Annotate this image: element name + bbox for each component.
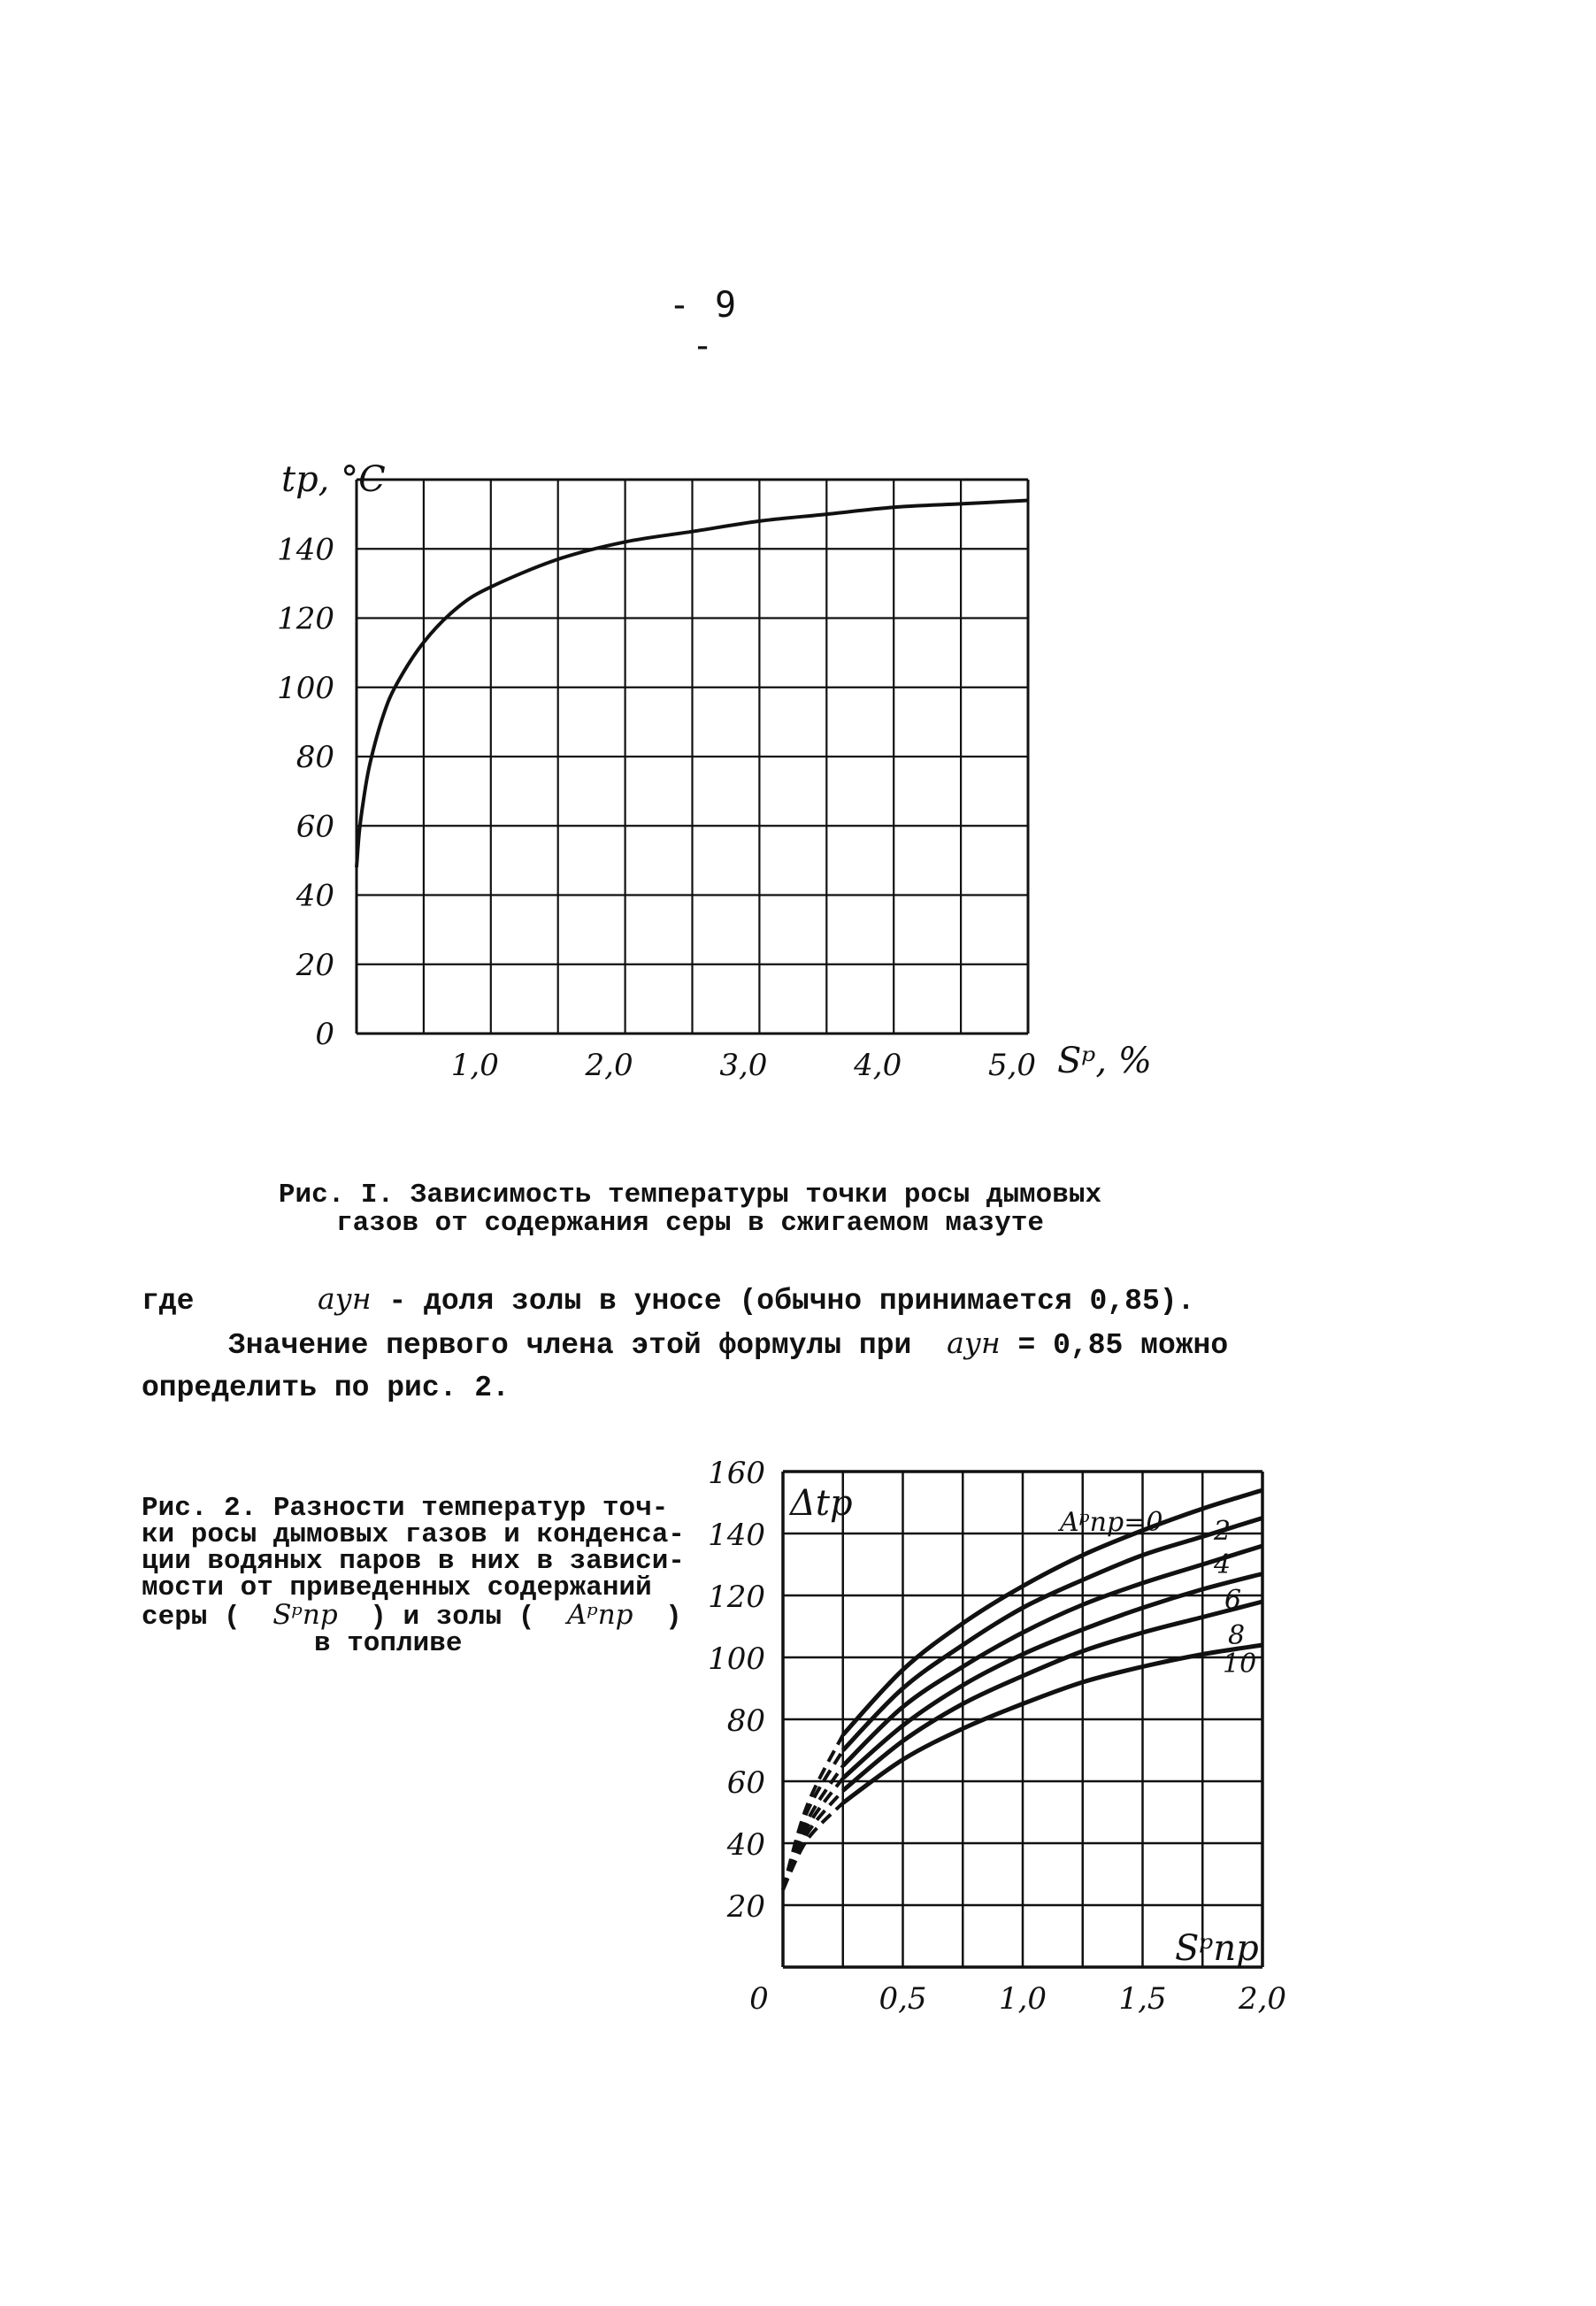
- sentence-value: = 0,85 можно: [1017, 1329, 1229, 1362]
- x-tick-label: 0,5: [879, 1981, 927, 2017]
- figure-2-caption-line: ции водяных паров в них в зависи-: [142, 1546, 685, 1577]
- y-tick-label: 60: [726, 1765, 765, 1801]
- x-tick-label: 1,0: [450, 1048, 499, 1083]
- symbol-s-pr: Sᵖпр: [272, 1599, 338, 1631]
- y-tick-label: 100: [277, 670, 334, 706]
- caption-text: ): [665, 1602, 682, 1633]
- definition-text: - доля золы в уносе (обычно принимается 0,85).: [388, 1285, 1195, 1318]
- x-tick-label: 4,0: [854, 1048, 902, 1083]
- y-tick-label: 60: [295, 809, 334, 845]
- series-line-ash-8-extrapolated: [783, 1791, 843, 1890]
- series-label: Aᵖпр=0: [1060, 1507, 1163, 1538]
- y-tick-label: 140: [708, 1518, 765, 1553]
- series-label: 10: [1223, 1649, 1257, 1680]
- page-number: - 9 -: [668, 285, 739, 366]
- x-tick-label: 3,0: [719, 1048, 768, 1083]
- x-tick-label: 5,0: [987, 1048, 1037, 1083]
- sentence-start: Значение первого члена этой формулы при: [228, 1329, 912, 1362]
- y-tick-label: 80: [295, 740, 334, 775]
- series-label: 2: [1214, 1516, 1232, 1547]
- y-axis-title: Δtр: [790, 1483, 853, 1524]
- caption-text: серы (: [142, 1602, 241, 1633]
- y-tick-label: 100: [708, 1641, 765, 1677]
- y-tick-label: 160: [708, 1456, 765, 1491]
- series-label: 8: [1228, 1620, 1246, 1651]
- x-axis-title: Sᵖпр: [1175, 1928, 1259, 1969]
- x-tick-label: 2,0: [585, 1048, 633, 1083]
- symbol-a-un: aун: [947, 1326, 1001, 1360]
- series-line-ash-2: [843, 1518, 1262, 1751]
- y-tick-label: 120: [708, 1580, 765, 1615]
- series-line-ash-6: [843, 1574, 1262, 1779]
- y-tick-label: 140: [277, 532, 334, 568]
- series-label: 6: [1224, 1585, 1242, 1616]
- symbol-a-un: aун: [318, 1281, 372, 1316]
- series-line-ash-8: [843, 1602, 1262, 1791]
- x-tick-label: 0: [749, 1981, 769, 2017]
- y-tick-label: 40: [295, 878, 334, 914]
- y-axis-title: tр, °C: [281, 459, 386, 500]
- x-tick-label: 1,0: [998, 1981, 1047, 2017]
- figure-2-caption-line: ки росы дымовых газов и конденса-: [142, 1519, 685, 1550]
- figure-1-caption-line: Рис. I. Зависимость температуры точки росы дымовых: [278, 1180, 1102, 1211]
- figure-2-caption-line: Рис. 2. Разности температур точ-: [142, 1493, 669, 1524]
- figure-2-caption-line: мости от приведенных содержаний: [142, 1572, 652, 1603]
- caption-text: ) и золы (: [370, 1602, 535, 1633]
- where-word: где: [142, 1285, 195, 1318]
- figure-1-caption-line: газов от содержания серы в сжигаемом мазуте: [336, 1208, 1044, 1239]
- x-tick-label: 1,5: [1118, 1981, 1167, 2017]
- x-tick-label: 2,0: [1238, 1981, 1287, 2017]
- x-axis-title: Sᵖ, %: [1057, 1041, 1152, 1081]
- symbol-a-pr: Aᵖпр: [566, 1599, 633, 1631]
- sentence-end: определить по рис. 2.: [142, 1372, 510, 1404]
- series-line-ash-0: [843, 1490, 1262, 1735]
- series-label: 4: [1214, 1549, 1232, 1580]
- y-tick-label: 80: [726, 1703, 765, 1739]
- figure-2-caption-line: в топливе: [314, 1628, 463, 1659]
- y-tick-label: 0: [315, 1017, 334, 1052]
- y-tick-label: 20: [295, 947, 334, 983]
- y-tick-label: 40: [726, 1827, 765, 1863]
- y-tick-label: 20: [726, 1889, 765, 1925]
- y-tick-label: 120: [277, 601, 334, 637]
